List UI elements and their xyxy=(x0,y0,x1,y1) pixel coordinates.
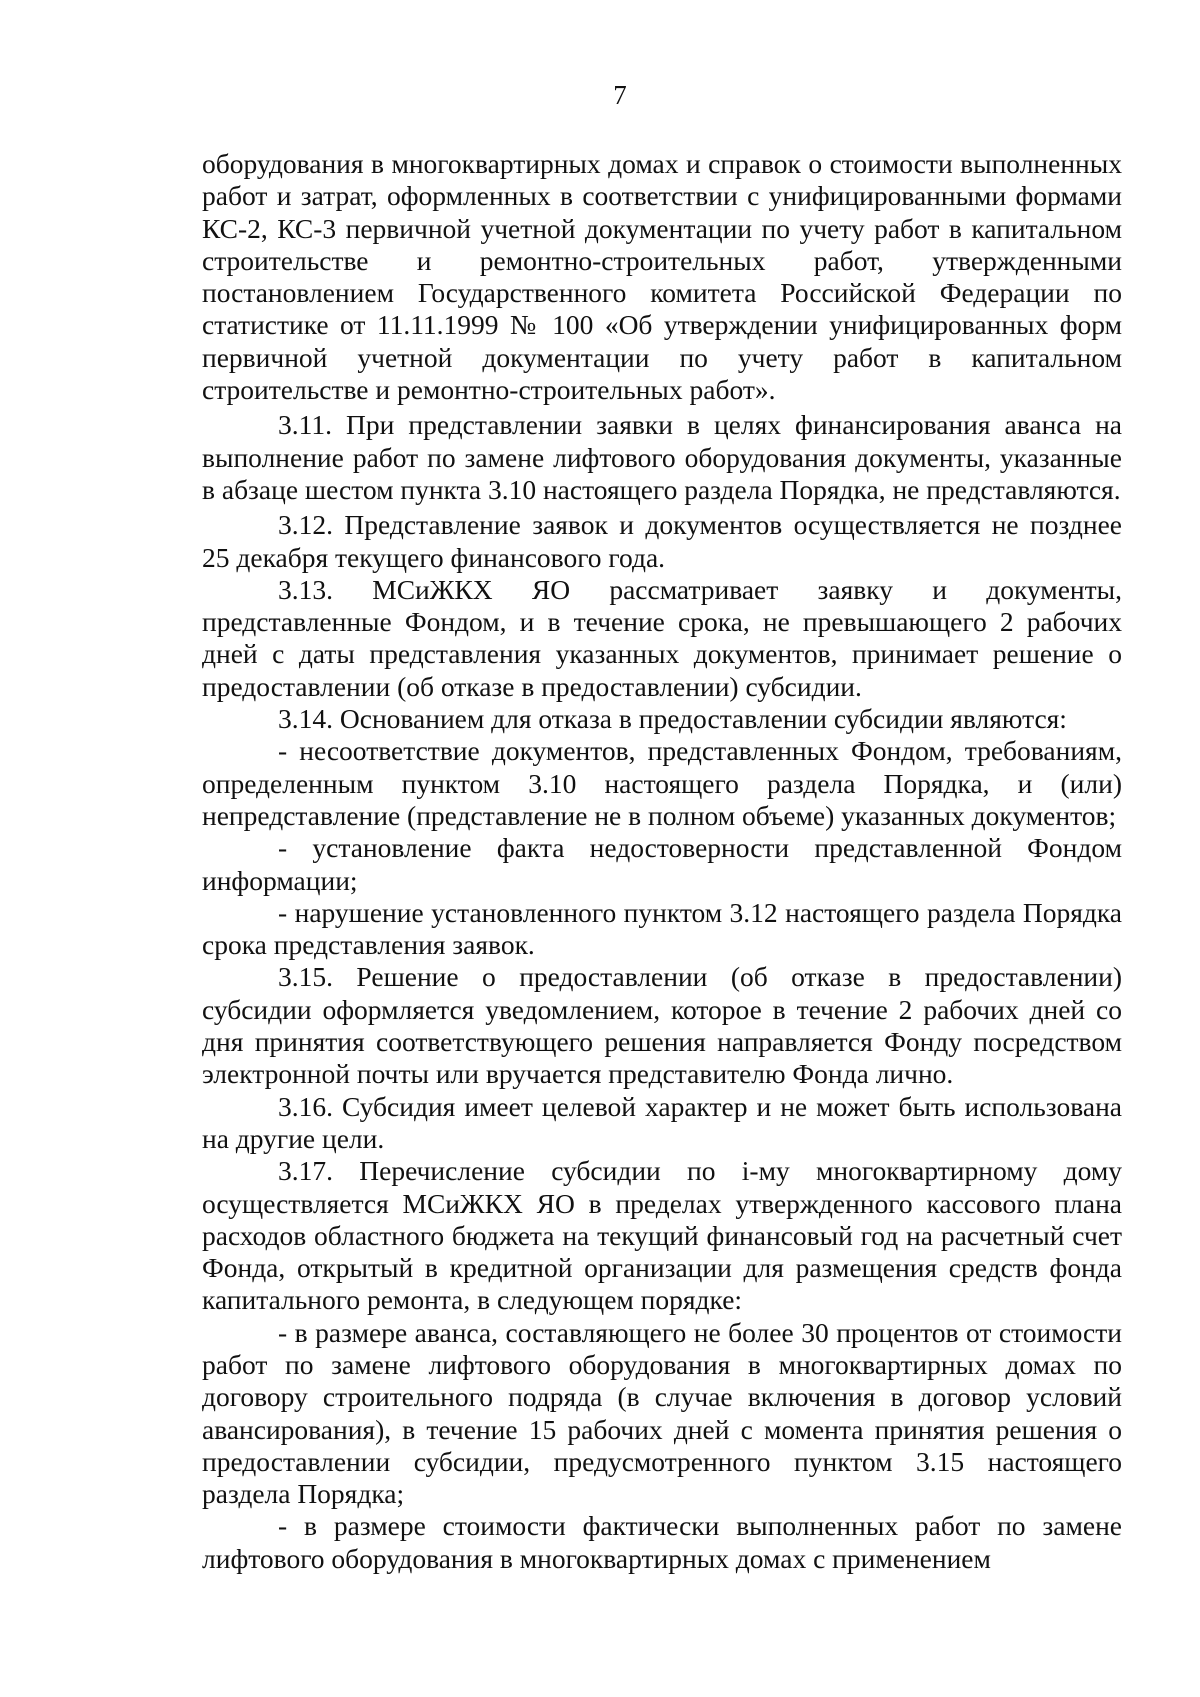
paragraph-3-14: 3.14. Основанием для отказа в предоставлении субсидии являются: xyxy=(278,703,1067,735)
paragraph-3-13: 3.13. МСиЖКХ ЯО рассматривает заявку и документы, представленные Фондом, и в течение срока, не превышающего 2 рабочих дней с даты представления указанных документов, принимает решение о предоставлении (об отказе в предоставлении) субсидии. xyxy=(202,573,1122,702)
paragraph-3-16: 3.16. Субсидия имеет целевой характер и не может быть использована на другие цели. xyxy=(202,1090,1122,1154)
paragraph-3-15: 3.15. Решение о предоставлении (об отказе в предоставлении) субсидии оформляется уведомлением, которое в течение 2 рабочих дней со дня принятия соответствующего решения направляется Фонду посредством электронной почты или вручается представителю Фонда лично. xyxy=(202,961,1122,1090)
paragraph-continuation: оборудования в многоквартирных домах и справок о стоимости выполненных работ и затрат, оформленных в соответствии с унифицированными формами КС-2, КС-3 первичной учетной документации по учету работ в капитальном строительстве и ремонтно-строительных работ, утвержденными постановлением Государственного комитета Российской Федерации по статистике от 11.11.1999 № 100 «Об утверждении унифицированных форм первичной учетной документации по учету работ в капитальном строительстве и ремонтно-строительных работ». xyxy=(202,148,1122,406)
page-number: 7 xyxy=(613,80,627,110)
paragraph-3-11: 3.11. При представлении заявки в целях финансирования аванса на выполнение работ по замене лифтового оборудования документы, указанные в абзаце шестом пункта 3.10 настоящего раздела Порядка, не представляются. xyxy=(202,409,1122,505)
list-item-actual-cost-payment: - в размере стоимости фактически выполненных работ по замене лифтового оборудования в многоквартирных домах с применением xyxy=(202,1510,1122,1574)
list-item-noncompliance: - несоответствие документов, представленных Фондом, требованиям, определенным пунктом 3.10 настоящего раздела Порядка, и (или) непредставление (представление не в полном объеме) указанных документов; xyxy=(202,735,1122,831)
paragraph-3-12: 3.12. Представление заявок и документов осуществляется не позднее 25 декабря текущего финансового года. xyxy=(202,509,1122,573)
list-item-unreliable-info: - установление факта недостоверности представленной Фондом информации; xyxy=(202,832,1122,896)
paragraph-3-17: 3.17. Перечисление субсидии по i-му многоквартирному дому осуществляется МСиЖКХ ЯО в пределах утвержденного кассового плана расходов областного бюджета на текущий финансовый год на расчетный счет Фонда, открытый в кредитной организации для размещения средств фонда капитального ремонта, в следующем порядке: xyxy=(202,1155,1122,1316)
document-body xyxy=(202,148,1122,1575)
list-item-deadline-violation: - нарушение установленного пунктом 3.12 настоящего раздела Порядка срока представления заявок. xyxy=(202,896,1122,961)
list-item-advance-payment: - в размере аванса, составляющего не более 30 процентов от стоимости работ по замене лифтового оборудования в многоквартирных домах по договору строительного подряда (в случае включения в договор условий авансирования), в течение 15 рабочих дней с момента принятия решения о предоставлении субсидии, предусмотренного пунктом 3.15 настоящего раздела Порядка; xyxy=(202,1316,1122,1510)
